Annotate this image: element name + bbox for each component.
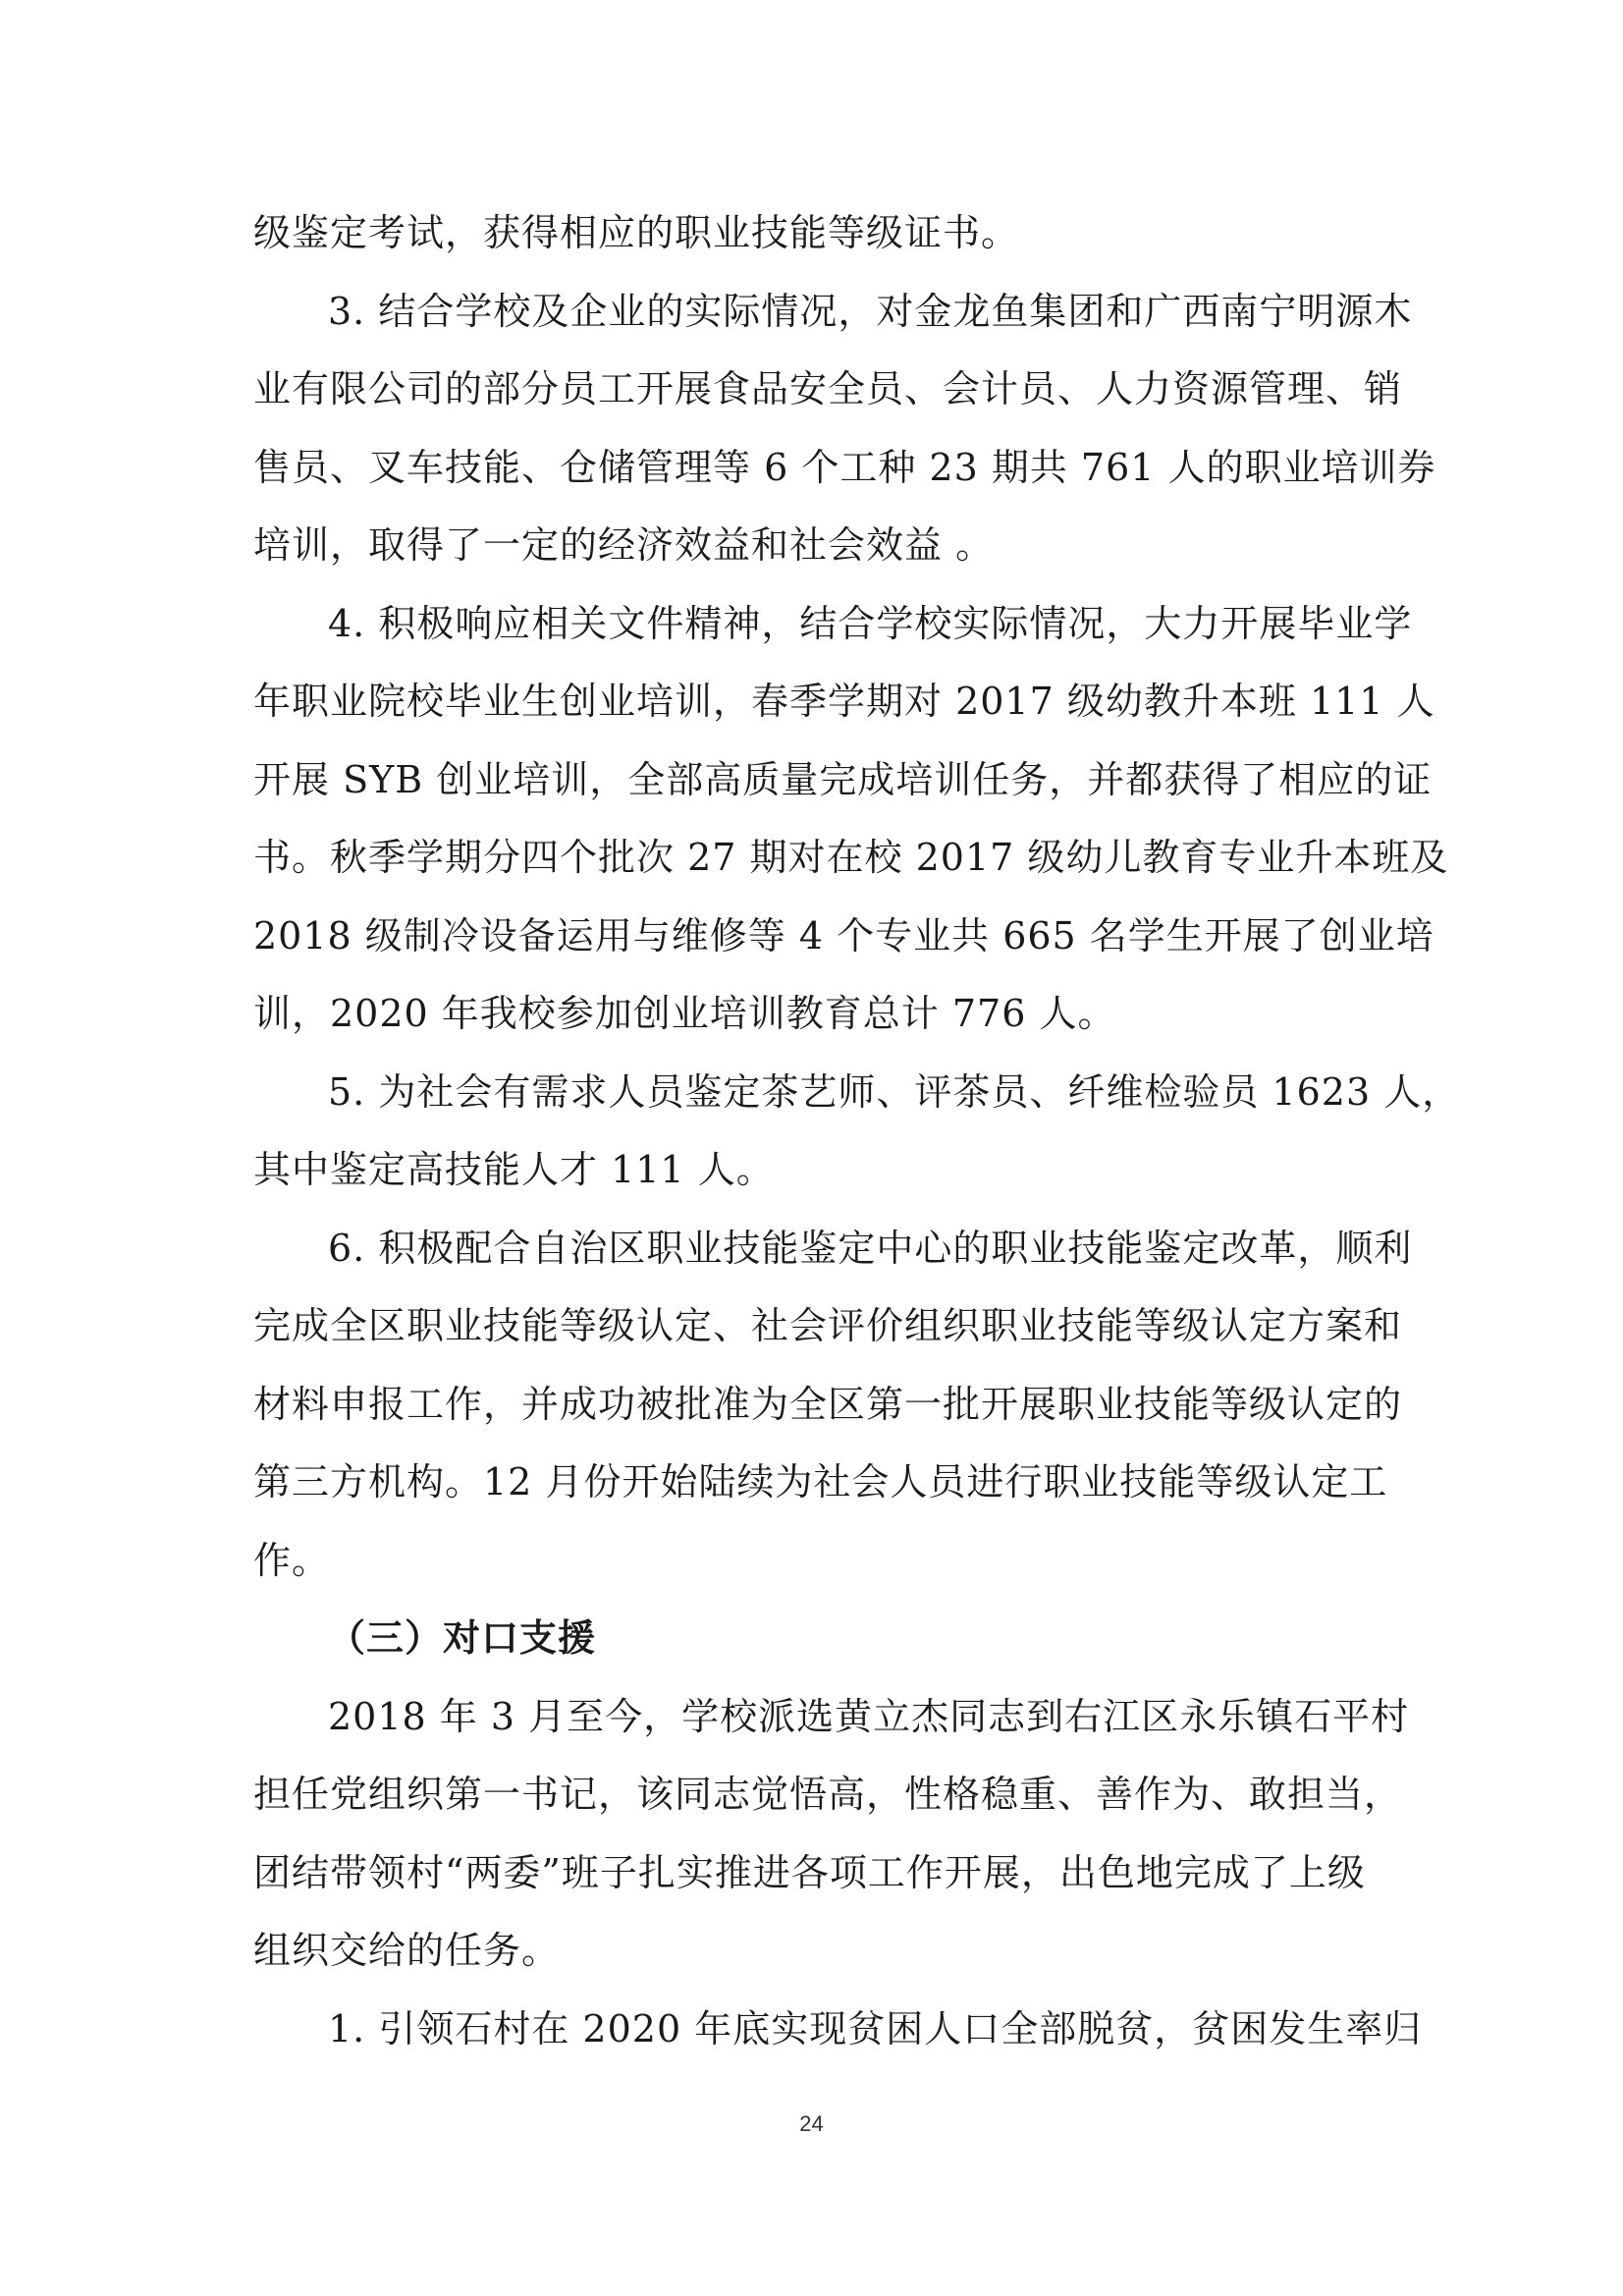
text-line: 作。 — [253, 1538, 331, 1582]
body-text — [253, 194, 1461, 2068]
text-line: 书。秋季学期分四个批次 27 期对在校 2017 级幼儿教育专业升本班及 — [253, 836, 1449, 879]
text-line: 第三方机构。12 月份开始陆续为社会人员进行职业技能等级认定工 — [253, 1460, 1388, 1503]
paragraph-support-1-start: 1. 引领石村在 2020 年底实现贫困人口全部脱贫，贫困发生率归 — [328, 2006, 1423, 2050]
text-line: 2018 级制冷设备运用与维修等 4 个专业共 665 名学生开展了创业培 — [253, 913, 1434, 957]
text-line: 训，2020 年我校参加创业培训教育总计 776 人。 — [253, 992, 1116, 1035]
text-line: 担任党组织第一书记，该同志觉悟高，性格稳重、善作为、敢担当， — [253, 1773, 1403, 1816]
paragraph-support-start: 2018 年 3 月至今，学校派选黄立杰同志到右江区永乐镇石平村 — [328, 1694, 1410, 1738]
text-line: 其中鉴定高技能人才 111 人。 — [253, 1148, 775, 1191]
text-line: 完成全区职业技能等级认定、社会评价组织职业技能等级认定方案和 — [253, 1304, 1403, 1347]
text-line: 材料申报工作，并成功被批准为全区第一批开展职业技能等级认定的 — [253, 1382, 1403, 1426]
section-heading: （三）对口支援 — [328, 1616, 597, 1660]
paragraph-6-start: 6. 积极配合自治区职业技能鉴定中心的职业技能鉴定改革，顺利 — [328, 1226, 1413, 1270]
text-line: 业有限公司的部分员工开展食品安全员、会计员、人力资源管理、销 — [253, 367, 1403, 410]
text-line: 年职业院校毕业生创业培训，春季学期对 2017 级幼教升本班 111 人 — [253, 680, 1435, 723]
text-line: 售员、叉车技能、仓储管理等 6 个工种 23 期共 761 人的职业培训券 — [253, 445, 1436, 489]
text-line: 级鉴定考试，获得相应的职业技能等级证书。 — [253, 211, 1020, 254]
page-number: 24 — [799, 2111, 824, 2136]
paragraph-4-start: 4. 积极响应相关文件精神，结合学校实际情况，大力开展毕业学 — [328, 601, 1413, 645]
paragraph-3-start: 3. 结合学校及企业的实际情况，对金龙鱼集团和广西南宁明源木 — [328, 289, 1413, 333]
text-line: 开展 SYB 创业培训，全部高质量完成培训任务，并都获得了相应的证 — [253, 757, 1433, 801]
text-line: 组织交给的任务。 — [253, 1929, 561, 1972]
text-line: 培训，取得了一定的经济效益和社会效益 。 — [253, 523, 995, 567]
text-line: 团结带领村“两委”班子扎实推进各项工作开展，出色地完成了上级 — [253, 1850, 1366, 1894]
paragraph-5-start: 5. 为社会有需求人员鉴定茶艺师、评茶员、纤维检验员 1623 人， — [328, 1069, 1461, 1114]
